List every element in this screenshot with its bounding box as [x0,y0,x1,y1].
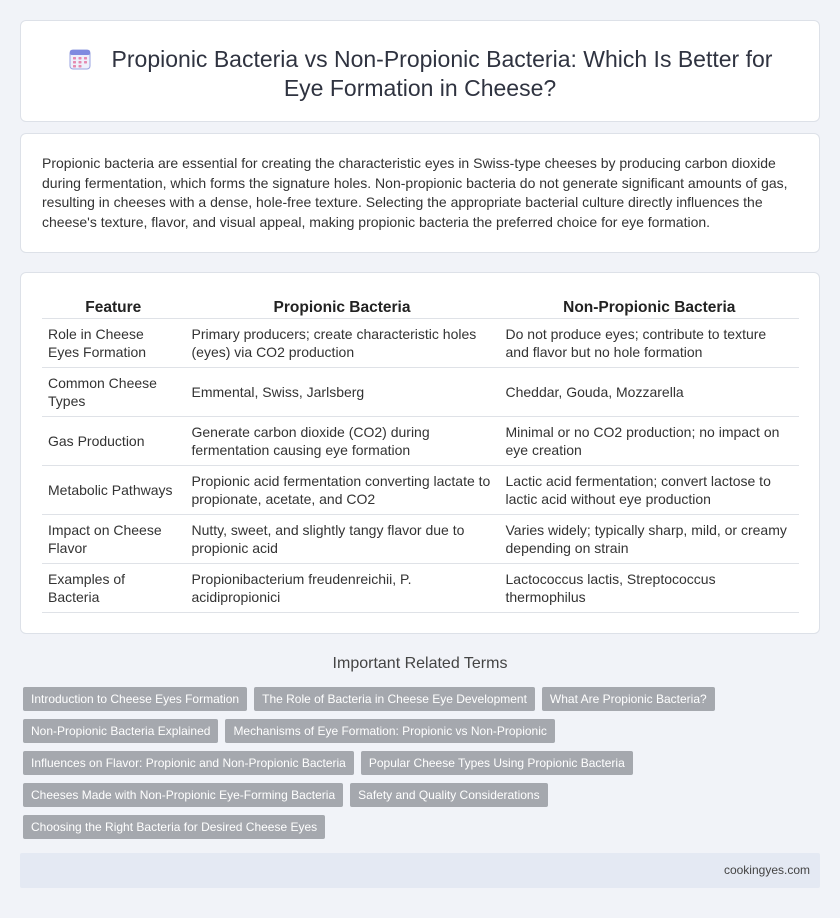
related-tag[interactable]: Popular Cheese Types Using Propionic Bacteria [361,751,633,775]
header-non-propionic: Non-Propionic Bacteria [499,291,799,318]
table-row [42,416,799,465]
related-tag[interactable]: What Are Propionic Bacteria? [542,687,715,711]
related-terms-heading: Important Related Terms [332,655,508,672]
related-tag[interactable]: Cheeses Made with Non-Propionic Eye-Forming Bacteria [23,783,343,807]
intro-card [20,133,820,253]
table-cell: Propionic acid fermentation converting lactate to propionate, acetate, and CO2 [185,465,499,514]
page-title-text: Propionic Bacteria vs Non-Propionic Bacteria: Which Is Better for Eye Formation in Cheese? [111,46,773,101]
table-row [42,318,799,367]
intro-paragraph: Propionic bacteria are essential for creating the characteristic eyes in Swiss-type cheeses by producing carbon dioxide during fermentation, which forms the signature holes. Non-propionic bacteria do not generate significant amounts of gas, resulting in cheeses with a dense, hole-free texture. Selecting the appropriate bacterial culture directly influences the cheese's texture, flavor, and visual appeal, making propionic bacteria the preferred choice for eye formation. [42,155,788,230]
table-cell: Minimal or no CO2 production; no impact on eye creation [499,416,799,465]
table-row [42,367,799,416]
table-cell: Propionibacterium freudenreichii, P. acidipropionici [185,563,499,612]
comparison-card [20,272,820,634]
related-tag[interactable]: Influences on Flavor: Propionic and Non-Propionic Bacteria [23,751,354,775]
table-cell: Cheddar, Gouda, Mozzarella [499,367,799,416]
table-cell: Primary producers; create characteristic holes (eyes) via CO2 production [185,318,499,367]
table-cell: Examples of Bacteria [42,563,185,612]
table-row [42,563,799,612]
table-row [42,465,799,514]
table-cell: Do not produce eyes; contribute to texture and flavor but no hole formation [499,318,799,367]
related-tag[interactable]: Non-Propionic Bacteria Explained [23,719,218,743]
related-tag[interactable]: The Role of Bacteria in Cheese Eye Development [254,687,535,711]
table-cell: Nutty, sweet, and slightly tangy flavor due to propionic acid [185,514,499,563]
footer [20,853,820,888]
table-cell: Emmental, Swiss, Jarlsberg [185,367,499,416]
related-tag[interactable]: Choosing the Right Bacteria for Desired Cheese Eyes [23,815,325,839]
related-terms-list [23,687,813,839]
table-cell: Role in Cheese Eyes Formation [42,318,185,367]
related-tag[interactable]: Safety and Quality Considerations [350,783,547,807]
calendar-icon [68,47,92,71]
table-cell: Metabolic Pathways [42,465,185,514]
related-tag[interactable]: Mechanisms of Eye Formation: Propionic vs Non-Propionic [225,719,554,743]
header-feature: Feature [42,291,185,318]
table-header-row [42,291,799,318]
table-cell: Impact on Cheese Flavor [42,514,185,563]
table-cell: Lactococcus lactis, Streptococcus thermophilus [499,563,799,612]
table-cell: Lactic acid fermentation; convert lactose to lactic acid without eye production [499,465,799,514]
header-propionic: Propionic Bacteria [185,291,499,318]
table-cell: Varies widely; typically sharp, mild, or creamy depending on strain [499,514,799,563]
title-card [20,20,820,122]
table-cell: Generate carbon dioxide (CO2) during fermentation causing eye formation [185,416,499,465]
table-cell: Gas Production [42,416,185,465]
comparison-table [42,291,799,613]
related-tag[interactable]: Introduction to Cheese Eyes Formation [23,687,247,711]
table-cell: Common Cheese Types [42,367,185,416]
page-title [51,45,789,103]
table-row [42,514,799,563]
footer-site-link[interactable]: cookingyes.com [723,863,810,877]
